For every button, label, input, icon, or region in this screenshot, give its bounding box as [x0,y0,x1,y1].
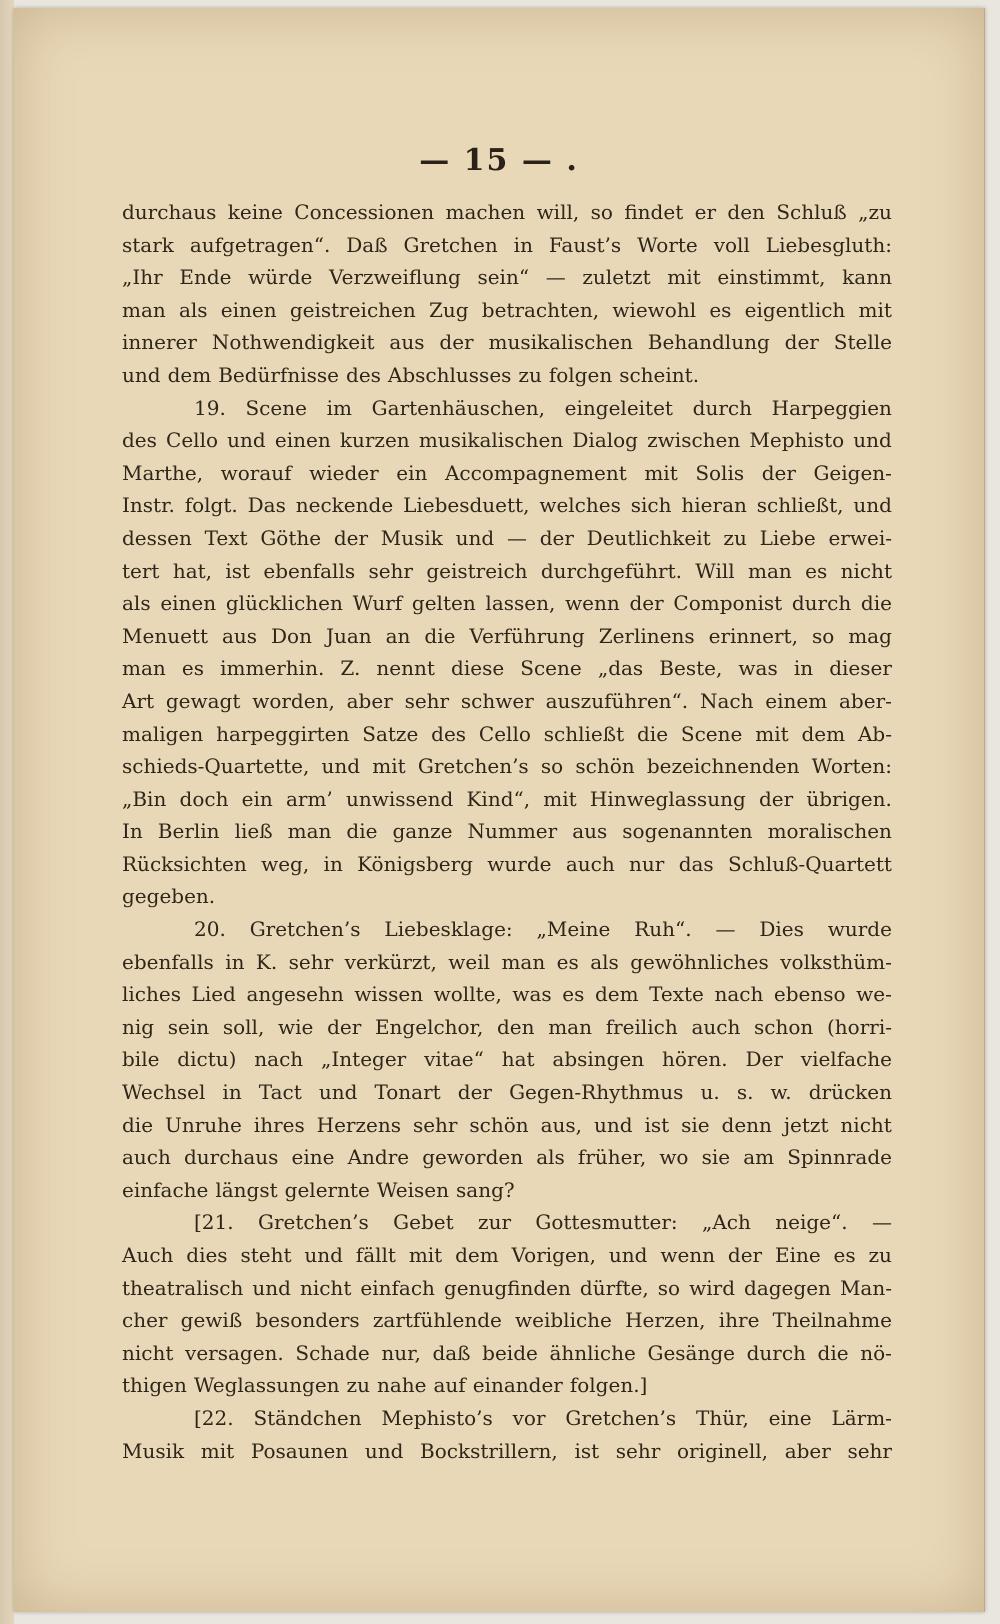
text-line: nig sein soll, wie der Engelchor, den man freilich auch schon (horri- [122,1014,892,1039]
text-line: [22. Ständchen Mephisto’s vor Gretchen’s Thür, eine Lärm- [194,1405,892,1430]
text-line: einfache längst gelernte Weisen sang? [122,1177,515,1202]
text-line: bile dictu) nach „Integer vitae“ hat absingen hören. Der vielfache [122,1047,892,1072]
text-line: Menuett aus Don Juan an die Verführung Zerlinens erinnert, so mag [122,623,892,648]
text-line: ebenfalls in K. sehr verkürzt, weil man es als gewöhnliches volksthüm- [122,949,892,974]
text-line: als einen glücklichen Wurf gelten lassen, wenn der Componist durch die [122,591,892,616]
text-line: man es immerhin. Z. nennt diese Scene „das Beste, was in dieser [122,656,892,681]
text-line: Instr. folgt. Das neckende Liebesduett, welches sich hieran schließt, und [122,493,892,518]
text-line: 20. Gretchen’s Liebesklage: „Meine Ruh“. — Dies wurde [194,917,892,942]
text-line: gegeben. [122,884,216,909]
text-line: des Cello und einen kurzen musikalischen Dialog zwischen Mephisto und [122,428,892,453]
text-line: tert hat, ist ebenfalls sehr geistreich durchgeführt. Will man es nicht [122,558,892,583]
text-line: cher gewiß besonders zartfühlende weibliche Herzen, ihre Theilnahme [122,1308,892,1333]
text-line: auch durchaus eine Andre geworden als früher, wo sie am Spinnrade [122,1145,892,1170]
text-line: nicht versagen. Schade nur, daß beide ähnliche Gesänge durch die nö- [122,1340,892,1365]
text-line: die Unruhe ihres Herzens sehr schön aus, und ist sie denn jetzt nicht [122,1112,892,1137]
text-line: dessen Text Göthe der Musik und — der Deutlichkeit zu Liebe erwei- [122,525,892,550]
text-line: innerer Nothwendigkeit aus der musikalischen Behandlung der Stelle [122,330,892,355]
book-binding [0,0,14,1624]
text-line: Wechsel in Tact und Tonart der Gegen-Rhythmus u. s. w. drücken [122,1080,892,1105]
text-line: durchaus keine Concessionen machen will, so findet er den Schluß „zu [122,200,892,224]
text-line: Marthe, worauf wieder ein Accompagnement mit Solis der Geigen- [122,460,892,485]
text-line: „Ihr Ende würde Verzweiflung sein“ — zuletzt mit einstimmt, kann [122,265,892,290]
text-line: liches Lied angesehn wissen wollte, was es dem Texte nach ebenso we- [122,982,892,1007]
text-line: Art gewagt worden, aber sehr schwer auszuführen“. Nach einem aber- [122,688,892,713]
book-page [14,8,985,1612]
text-line: „Bin doch ein arm’ unwissend Kind“, mit Hinweglassung der übrigen. [122,786,892,811]
text-line: stark aufgetragen“. Daß Gretchen in Faust’s Worte voll Liebesgluth: [122,232,892,257]
text-line: theatralisch und nicht einfach genugfinden dürfte, so wird dagegen Man- [122,1275,892,1300]
text-line: schieds-Quartette, und mit Gretchen’s so schön bezeichnenden Worten: [122,754,892,779]
page-number: — 15 — . [419,143,579,178]
text-line: [21. Gretchen’s Gebet zur Gottesmutter: „Ach neige“. — [194,1210,892,1235]
text-line: 19. Scene im Gartenhäuschen, eingeleitet durch Harpeggien [194,395,892,420]
text-line: Musik mit Posaunen und Bockstrillern, ist sehr originell, aber sehr [122,1438,892,1463]
text-line: Rücksichten weg, in Königsberg wurde auch nur das Schluß-Quartett [122,851,892,876]
body-text [122,196,892,1467]
text-line: In Berlin ließ man die ganze Nummer aus sogenannten moralischen [122,819,892,844]
text-line: maligen harpeggirten Satze des Cello schließt die Scene mit dem Ab- [122,721,892,746]
text-line: Auch dies steht und fällt mit dem Vorigen, und wenn der Eine es zu [122,1243,892,1267]
text-line: und dem Bedürfnisse des Abschlusses zu folgen scheint. [122,362,700,387]
text-line: man als einen geistreichen Zug betrachten, wiewohl es eigentlich mit [122,297,892,322]
text-line: thigen Weglassungen zu nahe auf einander folgen.] [122,1373,648,1398]
